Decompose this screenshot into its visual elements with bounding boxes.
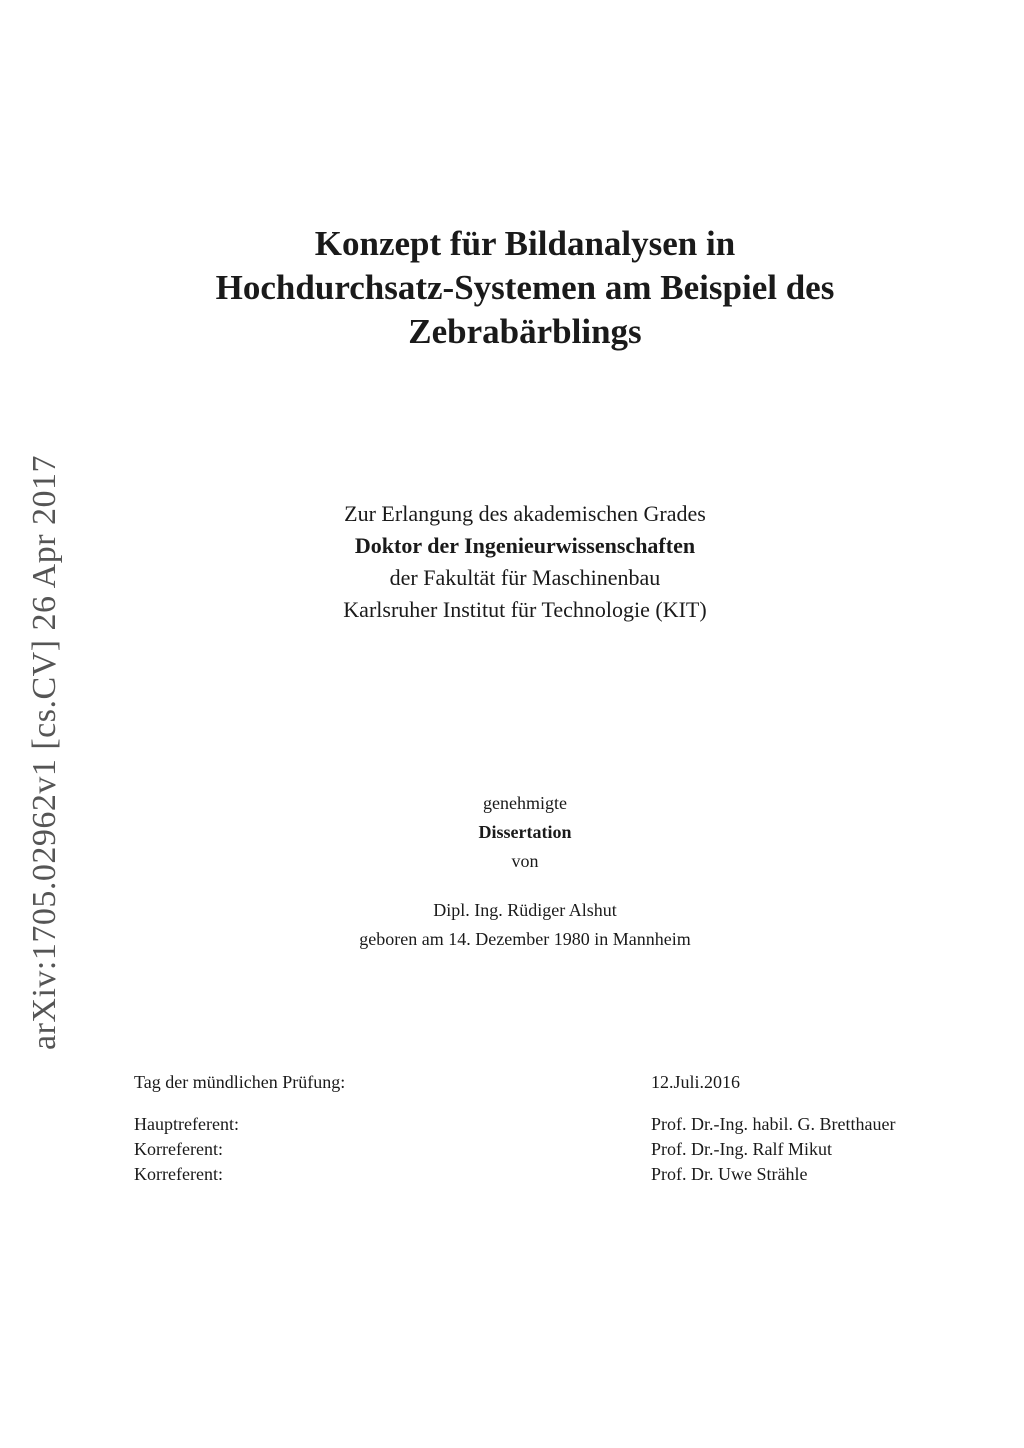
- exam-date-label: Tag der mündlichen Prüfung:: [134, 1072, 346, 1092]
- dissertation-block: [100, 789, 950, 876]
- arxiv-identifier-stamp: arXiv:1705.02962v1 [cs.CV] 26 Apr 2017: [26, 454, 63, 1050]
- main-referee-label: Hauptreferent:: [134, 1114, 239, 1134]
- co-referee-value: Prof. Dr. Uwe Strähle: [651, 1164, 808, 1184]
- co-referee-value: Prof. Dr.-Ing. Ralf Mikut: [651, 1139, 832, 1159]
- degree-block: [100, 498, 950, 626]
- approved-label: genehmigte: [483, 793, 567, 813]
- author-birth: geboren am 14. Dezember 1980 in Mannheim: [359, 929, 691, 949]
- degree-title: Doktor der Ingenieurwissenschaften: [354, 533, 696, 558]
- title-line: Konzept für Bildanalysen in: [314, 224, 736, 263]
- title-line: Zebrabärblings: [408, 312, 642, 351]
- institution-name: Karlsruher Institut für Technologie (KIT): [343, 597, 707, 622]
- title-line: Hochdurchsatz-Systemen am Beispiel des: [215, 268, 835, 307]
- co-referee-label: Korreferent:: [134, 1164, 223, 1184]
- degree-purpose: Zur Erlangung des akademischen Grades: [344, 501, 706, 526]
- author-name: Dipl. Ing. Rüdiger Alshut: [433, 900, 617, 920]
- dissertation-label: Dissertation: [478, 822, 572, 842]
- co-referee-label: Korreferent:: [134, 1139, 223, 1159]
- main-referee-value: Prof. Dr.-Ing. habil. G. Bretthauer: [651, 1114, 896, 1134]
- document-title: [100, 222, 950, 354]
- faculty-name: der Fakultät für Maschinenbau: [389, 565, 661, 590]
- exam-date-value: 12.Juli.2016: [651, 1072, 741, 1092]
- author-block: [100, 896, 950, 954]
- by-label: von: [511, 851, 539, 871]
